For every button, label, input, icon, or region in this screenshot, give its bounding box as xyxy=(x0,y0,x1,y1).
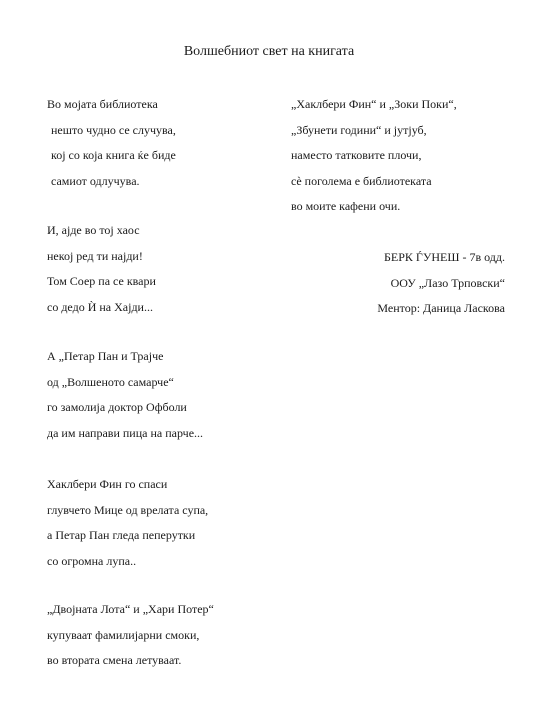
mentor-name: Ментор: Даница Ласкова xyxy=(377,301,505,315)
poem-line: да им направи пица на парче... xyxy=(47,425,204,440)
poem-line: „Двојната Лота“ и „Хари Потер“ xyxy=(47,602,214,616)
poem-line: некој ред ти најди! xyxy=(47,248,143,263)
poem-title: Волшебниот свет на книгата xyxy=(183,44,355,59)
poem-line: глувчето Мице од врелата супа, xyxy=(47,502,209,517)
poem-line: А „Петар Пан и Трајче xyxy=(47,349,164,363)
stanza-3 xyxy=(47,344,203,446)
poem-line: „Збунети години“ и јутјуб, xyxy=(291,122,427,137)
poem-line: кој со која книга ќе биде xyxy=(51,148,176,162)
poem-line: го замолија доктор Офболи xyxy=(47,400,187,414)
poem-line: во втората смена летуваат. xyxy=(47,653,182,667)
poem-line: со дедо Ѝ на Хајди... xyxy=(47,299,153,314)
poem-line: Во мојата библиотека xyxy=(47,97,158,111)
poem-line: а Петар Пан гледа пеперутки xyxy=(47,528,196,542)
poem-line: Хаклбери Фин го спаси xyxy=(47,477,168,491)
stanza-1 xyxy=(47,92,176,194)
author-signature xyxy=(377,245,505,322)
author-name: БЕРК ЃУНЕШ - 7в одд. xyxy=(384,250,505,264)
poem-line: во моите кафени очи. xyxy=(291,199,401,213)
poem-line: наместо татковите плочи, xyxy=(291,148,422,162)
poem-line: Том Соер па се квари xyxy=(47,274,156,288)
school-name: ООУ „Лазо Трповски“ xyxy=(390,275,505,290)
poem-line: од „Волшеното самарче“ xyxy=(47,374,174,389)
poem-line: „Хаклбери Фин“ и „Зоки Поки“, xyxy=(291,97,457,111)
poem-line: сѐ поголема е библиотеката xyxy=(291,173,432,188)
stanza-6 xyxy=(291,92,457,220)
stanza-5 xyxy=(47,597,214,674)
poem-line: купуваат фамилијарни смоки, xyxy=(47,627,200,642)
poem-line: нешто чудно се случува, xyxy=(51,122,176,137)
stanza-4 xyxy=(47,472,208,574)
poem-line: со огромна лупа.. xyxy=(47,553,137,568)
poem-line: И, ајде во тој хаос xyxy=(47,223,140,237)
poem-line: самиот одлучува. xyxy=(51,173,140,188)
stanza-2 xyxy=(47,218,156,320)
